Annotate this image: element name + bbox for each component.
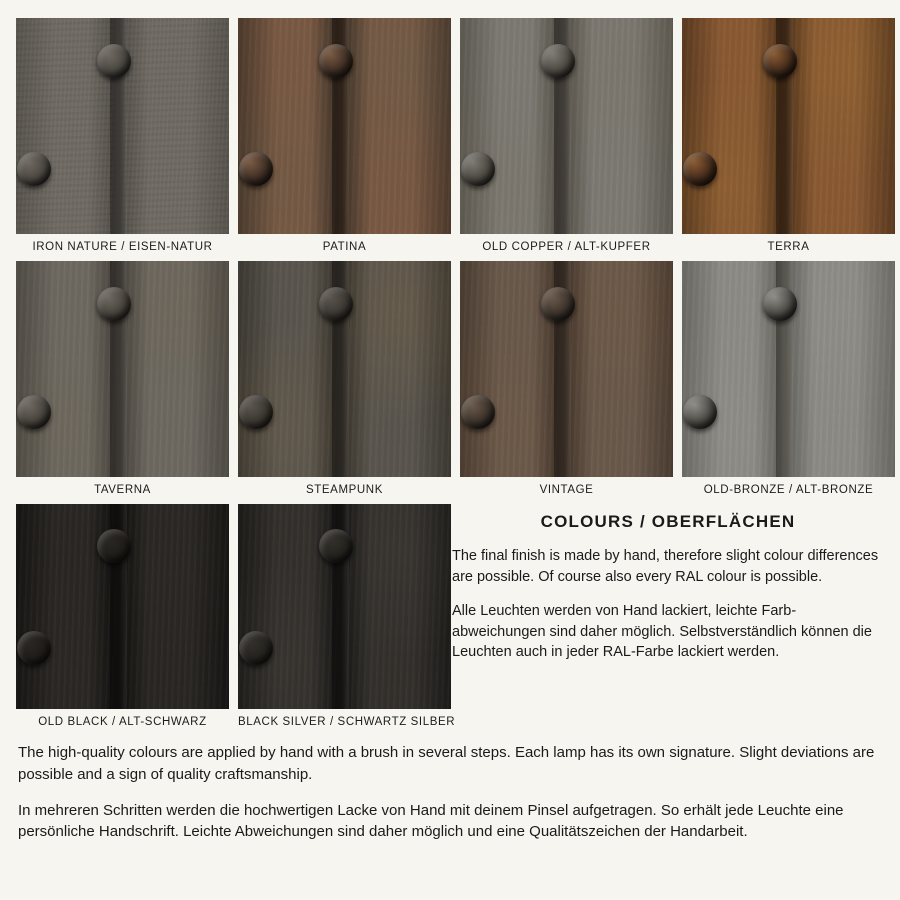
swatch-cell[interactable] xyxy=(682,261,895,504)
swatch-image-steampunk[interactable] xyxy=(238,261,451,477)
swatch-caption: TAVERNA xyxy=(94,484,151,496)
swatch-caption: STEAMPUNK xyxy=(306,484,383,496)
swatch-cell[interactable] xyxy=(460,261,673,504)
colours-info-block xyxy=(452,512,884,677)
colours-paragraph-de: Alle Leuchten werden von Hand lackiert, leichte Farb-abweichungen sind daher möglich. Selbstverständlich können die Leuchten auch in jeder RAL-Farbe lackiert werden. xyxy=(452,603,872,661)
swatch-image-old-copper[interactable] xyxy=(460,18,673,234)
swatch-image-patina[interactable] xyxy=(238,18,451,234)
swatch-cell[interactable] xyxy=(238,504,456,736)
swatch-cell[interactable] xyxy=(16,261,229,504)
footer-paragraph-de: In mehreren Schritten werden die hochwertigen Lacke von Hand mit deinem Pinsel aufgetragen. So erhält jede Leuchte eine persönliche Handschrift. Leichte Abweichungen sind daher möglich und eine Qualitätszeichen der Handarbeit. xyxy=(18,801,844,841)
swatch-cell[interactable] xyxy=(682,18,895,261)
swatch-caption: VINTAGE xyxy=(539,484,594,496)
swatch-image-old-black[interactable] xyxy=(16,504,229,709)
colours-heading: COLOURS / OBERFLÄCHEN xyxy=(540,512,796,531)
swatch-cell[interactable] xyxy=(16,18,229,261)
swatch-image-old-bronze[interactable] xyxy=(682,261,895,477)
swatch-image-black-silver[interactable] xyxy=(238,504,451,709)
swatch-image-taverna[interactable] xyxy=(16,261,229,477)
swatch-image-iron-nature[interactable] xyxy=(16,18,229,234)
swatch-image-terra[interactable] xyxy=(682,18,895,234)
swatch-cell[interactable] xyxy=(16,504,229,736)
footer-text-block xyxy=(18,742,884,843)
swatch-cell[interactable] xyxy=(460,18,673,261)
footer-paragraph-en: The high-quality colours are applied by hand with a brush in several steps. Each lamp has its own signature. Slight deviations are possible and a sign of quality craftsmanship. xyxy=(18,744,875,783)
swatch-cell[interactable] xyxy=(238,18,451,261)
swatch-caption: BLACK SILVER / SCHWARTZ SILBER xyxy=(238,716,456,728)
colours-paragraph-en: The final finish is made by hand, therefore slight colour differences are possible. Of course also every RAL colour is possible. xyxy=(452,548,879,585)
swatch-caption: IRON NATURE / EISEN-NATUR xyxy=(32,241,213,253)
swatch-caption: OLD COPPER / ALT-KUPFER xyxy=(482,241,651,253)
swatch-caption: TERRA xyxy=(767,241,810,253)
swatch-caption: OLD BLACK / ALT-SCHWARZ xyxy=(38,716,207,728)
swatch-image-vintage[interactable] xyxy=(460,261,673,477)
swatch-caption: OLD-BRONZE / ALT-BRONZE xyxy=(703,484,874,496)
swatch-cell[interactable] xyxy=(238,261,451,504)
swatch-caption: PATINA xyxy=(322,241,367,253)
